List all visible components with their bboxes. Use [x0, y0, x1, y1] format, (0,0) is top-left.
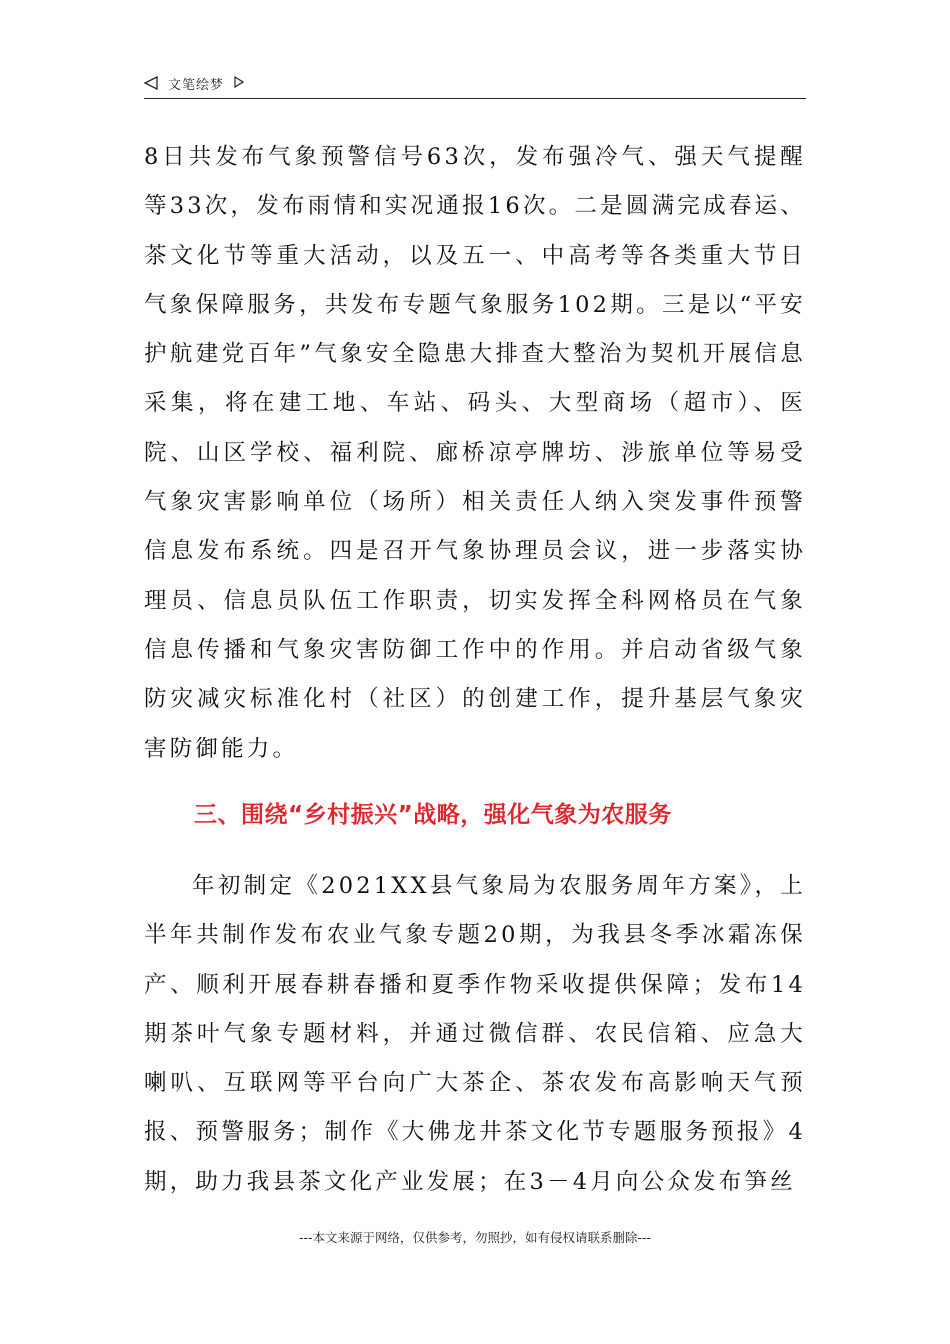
triangle-right-icon	[234, 76, 244, 88]
page-footer-disclaimer: ---本文来源于网络，仅供参考，勿照抄，如有侵权请联系删除---	[298, 1230, 652, 1245]
body-paragraph: 年初制定《2021XX县气象局为农服务周年方案》，上半年共制作发布农业气象专题20期，为我县冬季冰霜冻保产、顺利开展春耕春播和夏季作物采收提供保障；发布14期茶叶气象专题材料，并通过微信群、农民信箱、应急大喇叭、互联网等平台向广大茶企、茶农发布高影响天气预报、预警服务；制作《大佛龙井茶文化节专题服务预报》4期，助力我县茶文化产业发展；在3－4月向公众发布笋丝	[144, 873, 806, 1195]
body-paragraph: 8日共发布气象预警信号63次，发布强冷气、强天气提醒等33次，发布雨情和实况通报16次。二是圆满完成春运、茶文化节等重大活动，以及五一、中高考等各类重大节日气象保障服务，共发布专题气象服务102期。三是以“平安护航建党百年”气象安全隐患大排查大整治为契机开展信息采集，将在建工地、车站、码头、大型商场（超市）、医院、山区学校、福利院、廊桥凉亭牌坊、涉旅单位等易受气象灾害影响单位（场所）相关责任人纳入突发事件预警信息发布系统。四是召开气象协理员会议，进一步落实协理员、信息员队伍工作职责，切实发挥全科网格员在气象信息传播和气象灾害防御工作中的作用。并启动省级气象防灾减灾标准化村（社区）的创建工作，提升基层气象灾害防御能力。	[144, 144, 806, 762]
section-heading: 三、围绕“乡村振兴”战略，强化气象为农服务	[194, 802, 672, 828]
triangle-left-icon	[144, 76, 158, 90]
page-header	[144, 70, 806, 99]
header-brand: 文笔绘梦	[168, 78, 225, 93]
